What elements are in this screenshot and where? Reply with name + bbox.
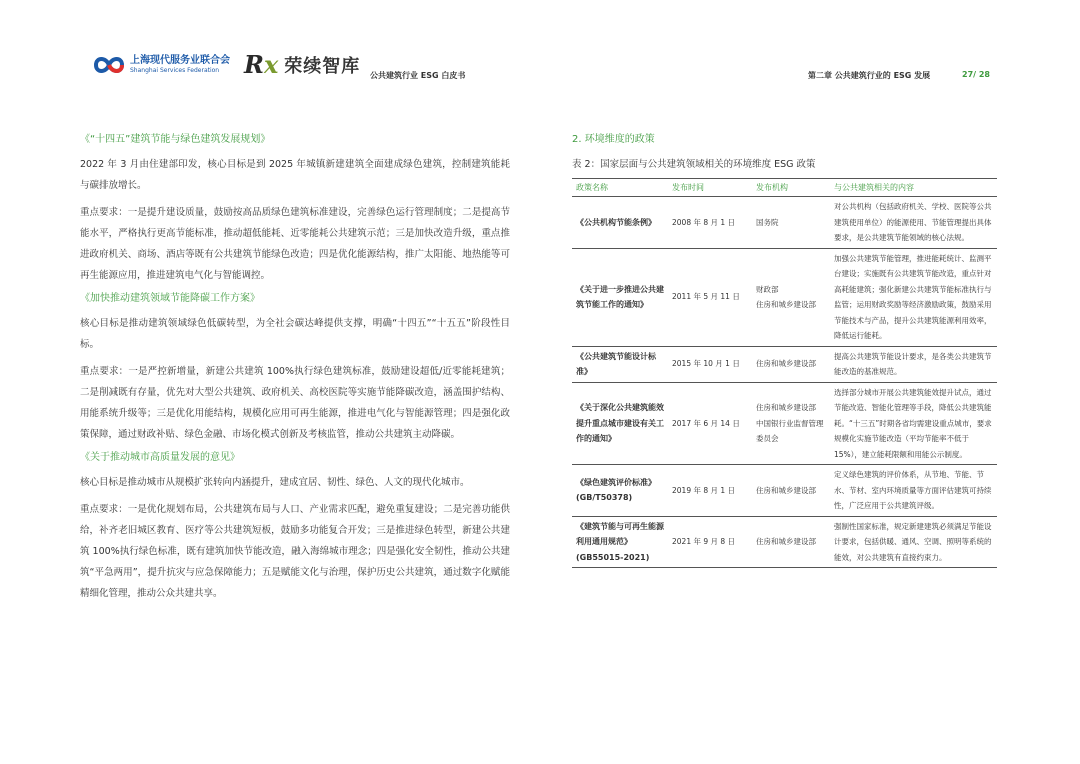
rongxu-logo-mark: Rx xyxy=(244,50,279,79)
rongxu-logo-text: 荣续智库 xyxy=(284,56,361,77)
content-cell: 对公共机构（包括政府机关、学校、医院等公共建筑使用单位）的能源使用、节能管理提出具体要求，是公共建筑节能领域的核心法规。 xyxy=(834,202,992,242)
ssf-logo-en: Shanghai Services Federation xyxy=(130,67,220,74)
content-cell: 加强公共建筑节能管理，推进能耗统计、监测平台建设；实施既有公共建筑节能改造，重点针对高耗能建筑；强化新建公共建筑节能标准执行与监管；运用财政奖励等经济激励政策，鼓励采用节能技术与产品，提升公共建筑能源利用效率，降低运行能耗。 xyxy=(834,253,992,340)
column-header: 发布时间 xyxy=(672,183,704,192)
org-cell: 财政部 住房和城乡建设部 xyxy=(756,284,816,309)
org-cell: 住房和城乡建设部 xyxy=(756,485,816,495)
date-cell: 2017 年 6 月 14 日 xyxy=(672,418,740,428)
policy-name-cell: 《关于进一步推进公共建筑节能工作的通知》 xyxy=(576,284,664,309)
table-row xyxy=(572,248,997,346)
page-number: 27/ 28 xyxy=(962,70,990,79)
policy-table xyxy=(572,178,997,568)
content-cell: 选择部分城市开展公共建筑能效提升试点，通过节能改造、智能化管理等手段，降低公共建筑能耗。“十三五”时期各省均需建设重点城市，要求规模化实施节能改造（平均节能率不低于 15%），建立能耗限额和用能公示制度。 xyxy=(834,387,992,459)
date-cell: 2008 年 8 月 1 日 xyxy=(672,217,736,227)
org-cell: 国务院 xyxy=(756,217,779,227)
table-row xyxy=(572,516,997,568)
org-cell: 住房和城乡建设部 xyxy=(756,359,816,369)
ssf-logo xyxy=(92,50,230,80)
org-cell: 住房和城乡建设部 中国银行业监督管理委员会 xyxy=(756,403,824,443)
column-header: 政策名称 xyxy=(576,183,608,192)
paragraph: 重点要求：一是严控新增量，新建公共建筑 100%执行绿色建筑标准，鼓励建设超低/近零能耗建筑；二是削减既有存量，优先对大型公共建筑、政府机关、高校医院等实施节能降碳改造，涵盖围护结构、用能系统升级等；三是优化用能结构，规模化应用可再生能源，推进电气化与智能源管理；四是强化政策保障，通过财政补贴、绿色金融、市场化模式创新及考核监管，推动公共建筑主动降碳。 xyxy=(80,366,510,440)
policy-name-cell: 《关于深化公共建筑能效提升重点城市建设有关工作的通知》 xyxy=(576,403,664,443)
content-cell: 强制性国家标准，规定新建建筑必须满足节能设计要求，包括供暖、通风、空调、照明等系统的能效，对公共建筑有直接约束力。 xyxy=(834,521,992,562)
paragraph: 核心目标是推动城市从规模扩张转向内涵提升，建成宜居、韧性、绿色、人文的现代化城市。 xyxy=(80,477,470,488)
right-column xyxy=(572,133,997,568)
chapter-title: 第二章 公共建筑行业的 ESG 发展 xyxy=(808,71,931,80)
table-caption: 表 2：国家层面与公共建筑领域相关的环境维度 ESG 政策 xyxy=(572,159,816,170)
left-column xyxy=(80,133,510,610)
policy-name-cell: 《公共建筑节能设计标准》 xyxy=(576,351,656,376)
paragraph: 重点要求：一是优化规划布局，公共建筑布局与人口、产业需求匹配，避免重复建设；二是完善功能供给，补齐老旧城区教育、医疗等公共建筑短板，鼓励多功能复合开发；三是推进绿色转型，新建公共建筑 100%执行绿色标准，既有建筑加快节能改造，融入海绵城市理念；四是强化安全韧性，推动公共建筑“平急两用”，提升抗灾与应急保障能力；五是赋能文化与治理，保护历史公共建筑，通过数字化赋能精细化管理，推动公众共建共享。 xyxy=(80,504,510,599)
date-cell: 2019 年 8 月 1 日 xyxy=(672,485,736,495)
org-cell: 住房和城乡建设部 xyxy=(756,537,816,546)
section-title: 《“十四五”建筑节能与绿色建筑发展规划》 xyxy=(80,134,271,145)
paragraph: 2022 年 3 月由住建部印发，核心目标是到 2025 年城镇新建建筑全面建成绿色建筑，控制建筑能耗与碳排放增长。 xyxy=(80,159,510,191)
document-title: 公共建筑行业 ESG 白皮书 xyxy=(370,71,466,80)
policy-name-cell: 《绿色建筑评价标准》(GB/T50378) xyxy=(576,477,656,503)
policy-name-cell: 《建筑节能与可再生能源利用通用规范》(GB55015-2021) xyxy=(576,521,664,562)
content-cell: 提高公共建筑节能设计要求，是各类公共建筑节能改造的基准规范。 xyxy=(834,351,992,376)
paragraph: 重点要求：一是提升建设质量，鼓励按高品质绿色建筑标准建设，完善绿色运行管理制度；二是提高节能水平，严格执行更高节能标准，推动超低能耗、近零能耗公共建筑示范；三是加快改造升级，重点推进政府机关、商场、酒店等既有公共建筑节能绿色改造；四是优化能源结构，推广太阳能、地热能等可再生能源应用，推进建筑电气化与智能调控。 xyxy=(80,207,510,281)
table-row xyxy=(572,346,997,382)
section-heading: 2. 环境维度的政策 xyxy=(572,134,655,145)
table-row xyxy=(572,197,997,249)
page-header xyxy=(0,0,1080,90)
section-title: 《加快推动建筑领域节能降碳工作方案》 xyxy=(80,293,260,304)
date-cell: 2021 年 9 月 8 日 xyxy=(672,537,736,546)
table-header-row xyxy=(572,179,997,197)
column-header: 与公共建筑相关的内容 xyxy=(834,183,914,192)
date-cell: 2015 年 10 月 1 日 xyxy=(672,359,740,369)
date-cell: 2011 年 5 月 11 日 xyxy=(672,292,740,302)
ssf-logo-cn: 上海现代服务业联合会 xyxy=(130,55,230,66)
content-cell: 定义绿色建筑的评价体系，从节地、节能、节水、节材、室内环境质量等方面评估建筑可持续性，广泛应用于公共建筑评级。 xyxy=(834,470,992,510)
table-row xyxy=(572,382,997,465)
ssf-logo-icon xyxy=(92,52,126,78)
section-title: 《关于推动城市高质量发展的意见》 xyxy=(80,452,240,463)
table-row xyxy=(572,465,997,517)
rongxu-logo xyxy=(244,50,360,80)
paragraph: 核心目标是推动建筑领域绿色低碳转型，为全社会碳达峰提供支撑，明确“十四五”“十五五”阶段性目标。 xyxy=(80,318,510,350)
policy-name-cell: 《公共机构节能条例》 xyxy=(576,217,656,227)
column-header: 发布机构 xyxy=(756,183,788,192)
